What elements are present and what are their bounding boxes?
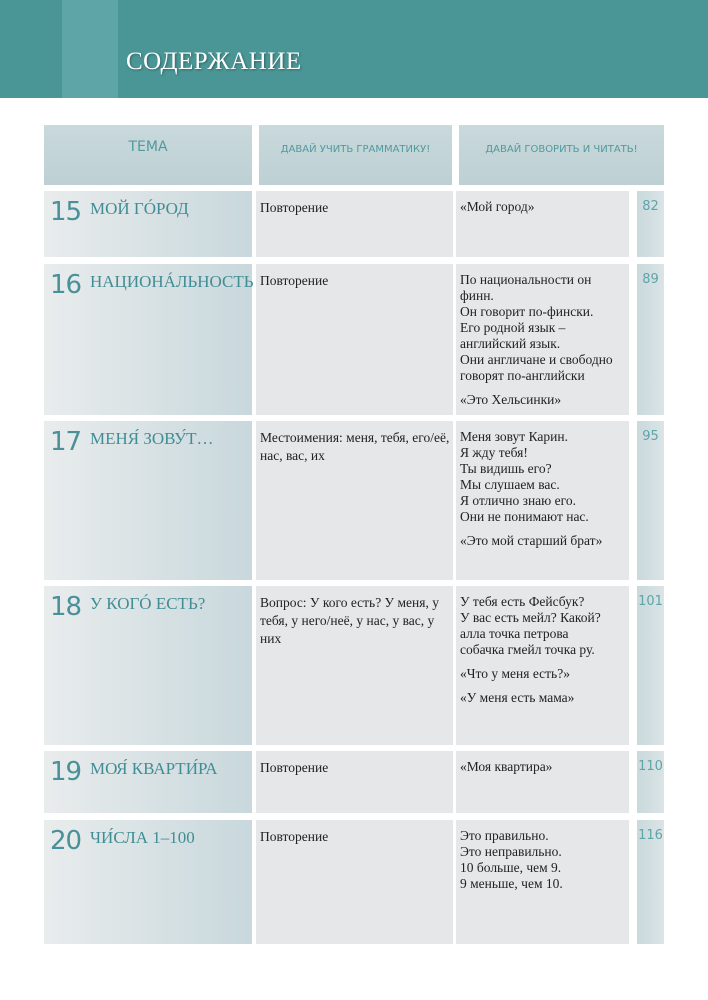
lesson-title[interactable]: НАЦИОНÁЛЬНОСТЬ <box>90 272 254 291</box>
speaking-line: У вас есть мейл? Какой? <box>460 610 601 625</box>
page-title: СОДЕРЖАНИЕ <box>126 48 302 75</box>
page-number[interactable]: 95 <box>642 429 659 444</box>
speaking-line: «Мой город» <box>460 199 535 214</box>
page-cell <box>637 586 664 745</box>
grammar-text: Повторение <box>260 273 329 288</box>
speaking-line: Мы слушаем вас. <box>460 477 560 492</box>
page-cell <box>637 421 664 580</box>
speaking-text <box>460 272 630 408</box>
speaking-line: финн. <box>460 288 494 303</box>
speaking-line: английский язык. <box>460 336 561 351</box>
grammar-text: Повторение <box>260 760 329 775</box>
speaking-line: Он говорит по-фински. <box>460 304 594 319</box>
lesson-number: 15 <box>50 197 82 227</box>
speaking-line: Ты видишь его? <box>460 461 552 476</box>
reading-title: «Что у меня есть?» <box>460 666 570 681</box>
speaking-line: У тебя есть Фейсбук? <box>460 594 585 609</box>
column-header-speaking: ДАВАЙ ГОВОРИТЬ И ЧИТАТЬ! <box>459 125 664 185</box>
lesson-number: 18 <box>50 592 82 622</box>
grammar-text: Повторение <box>260 829 329 844</box>
reading-title: «Это мой старший брат» <box>460 533 603 548</box>
toc-row[interactable] <box>0 191 708 257</box>
grammar-text: Повторение <box>260 200 329 215</box>
speaking-text <box>460 199 630 215</box>
header-bar <box>0 0 708 98</box>
speaking-line: собачка гмейл точка ру. <box>460 642 595 657</box>
speaking-line: Меня зовут Карин. <box>460 429 568 444</box>
speaking-line: Они не понимают нас. <box>460 509 589 524</box>
speaking-line: Это правильно. <box>460 828 549 843</box>
speaking-line: Я отлично знаю его. <box>460 493 576 508</box>
lesson-title[interactable]: МОЯ́ КВАРТИ́РА <box>90 759 218 778</box>
page-number[interactable]: 116 <box>638 828 663 843</box>
toc-row[interactable] <box>0 820 708 944</box>
speaking-line: 9 меньше, чем 10. <box>460 876 563 891</box>
speaking-text <box>460 759 630 775</box>
toc-row[interactable] <box>0 421 708 580</box>
lesson-title[interactable]: У КОГÓ ЕСТЬ? <box>90 594 206 613</box>
speaking-line: алла точка петрова <box>460 626 569 641</box>
lesson-number: 17 <box>50 427 82 457</box>
header-tab-accent <box>62 0 118 98</box>
toc-row[interactable] <box>0 264 708 415</box>
lesson-title[interactable]: ЧИ́СЛА 1–100 <box>90 828 195 847</box>
page-number[interactable]: 110 <box>638 759 663 774</box>
reading-title: «У меня есть мама» <box>460 690 575 705</box>
lesson-number: 20 <box>50 826 82 856</box>
speaking-line: По национальности он <box>460 272 592 287</box>
reading-title: «Это Хельсинки» <box>460 392 562 407</box>
lesson-number: 19 <box>50 757 82 787</box>
toc-row[interactable] <box>0 751 708 813</box>
lesson-title[interactable]: МОЙ ГÓРОД <box>90 199 189 218</box>
speaking-line: Я жду тебя! <box>460 445 528 460</box>
speaking-text <box>460 594 630 706</box>
speaking-line: Его родной язык – <box>460 320 566 335</box>
speaking-line: говорят по-английски <box>460 368 585 383</box>
speaking-text <box>460 828 630 892</box>
page-number[interactable]: 89 <box>642 272 659 287</box>
grammar-text: Местоимения: меня, тебя, его/её, нас, вас, их <box>260 430 450 463</box>
speaking-text <box>460 429 630 549</box>
grammar-text: Вопрос: У кого есть? У меня, у тебя, у него/неё, у нас, у вас, у них <box>260 595 439 646</box>
column-header-grammar: ДАВАЙ УЧИТЬ ГРАММАТИКУ! <box>259 125 452 185</box>
lesson-number: 16 <box>50 270 82 300</box>
speaking-line: 10 больше, чем 9. <box>460 860 562 875</box>
speaking-line: Это неправильно. <box>460 844 562 859</box>
speaking-line: Они англичане и свободно <box>460 352 613 367</box>
speaking-line: «Моя квартира» <box>460 759 553 774</box>
page-number[interactable]: 101 <box>638 594 663 609</box>
lesson-title[interactable]: МЕНЯ́ ЗОВУ́Т… <box>90 429 214 448</box>
toc-row[interactable] <box>0 586 708 745</box>
column-header-topic: ТЕМА <box>44 125 252 185</box>
page-number[interactable]: 82 <box>642 199 659 214</box>
